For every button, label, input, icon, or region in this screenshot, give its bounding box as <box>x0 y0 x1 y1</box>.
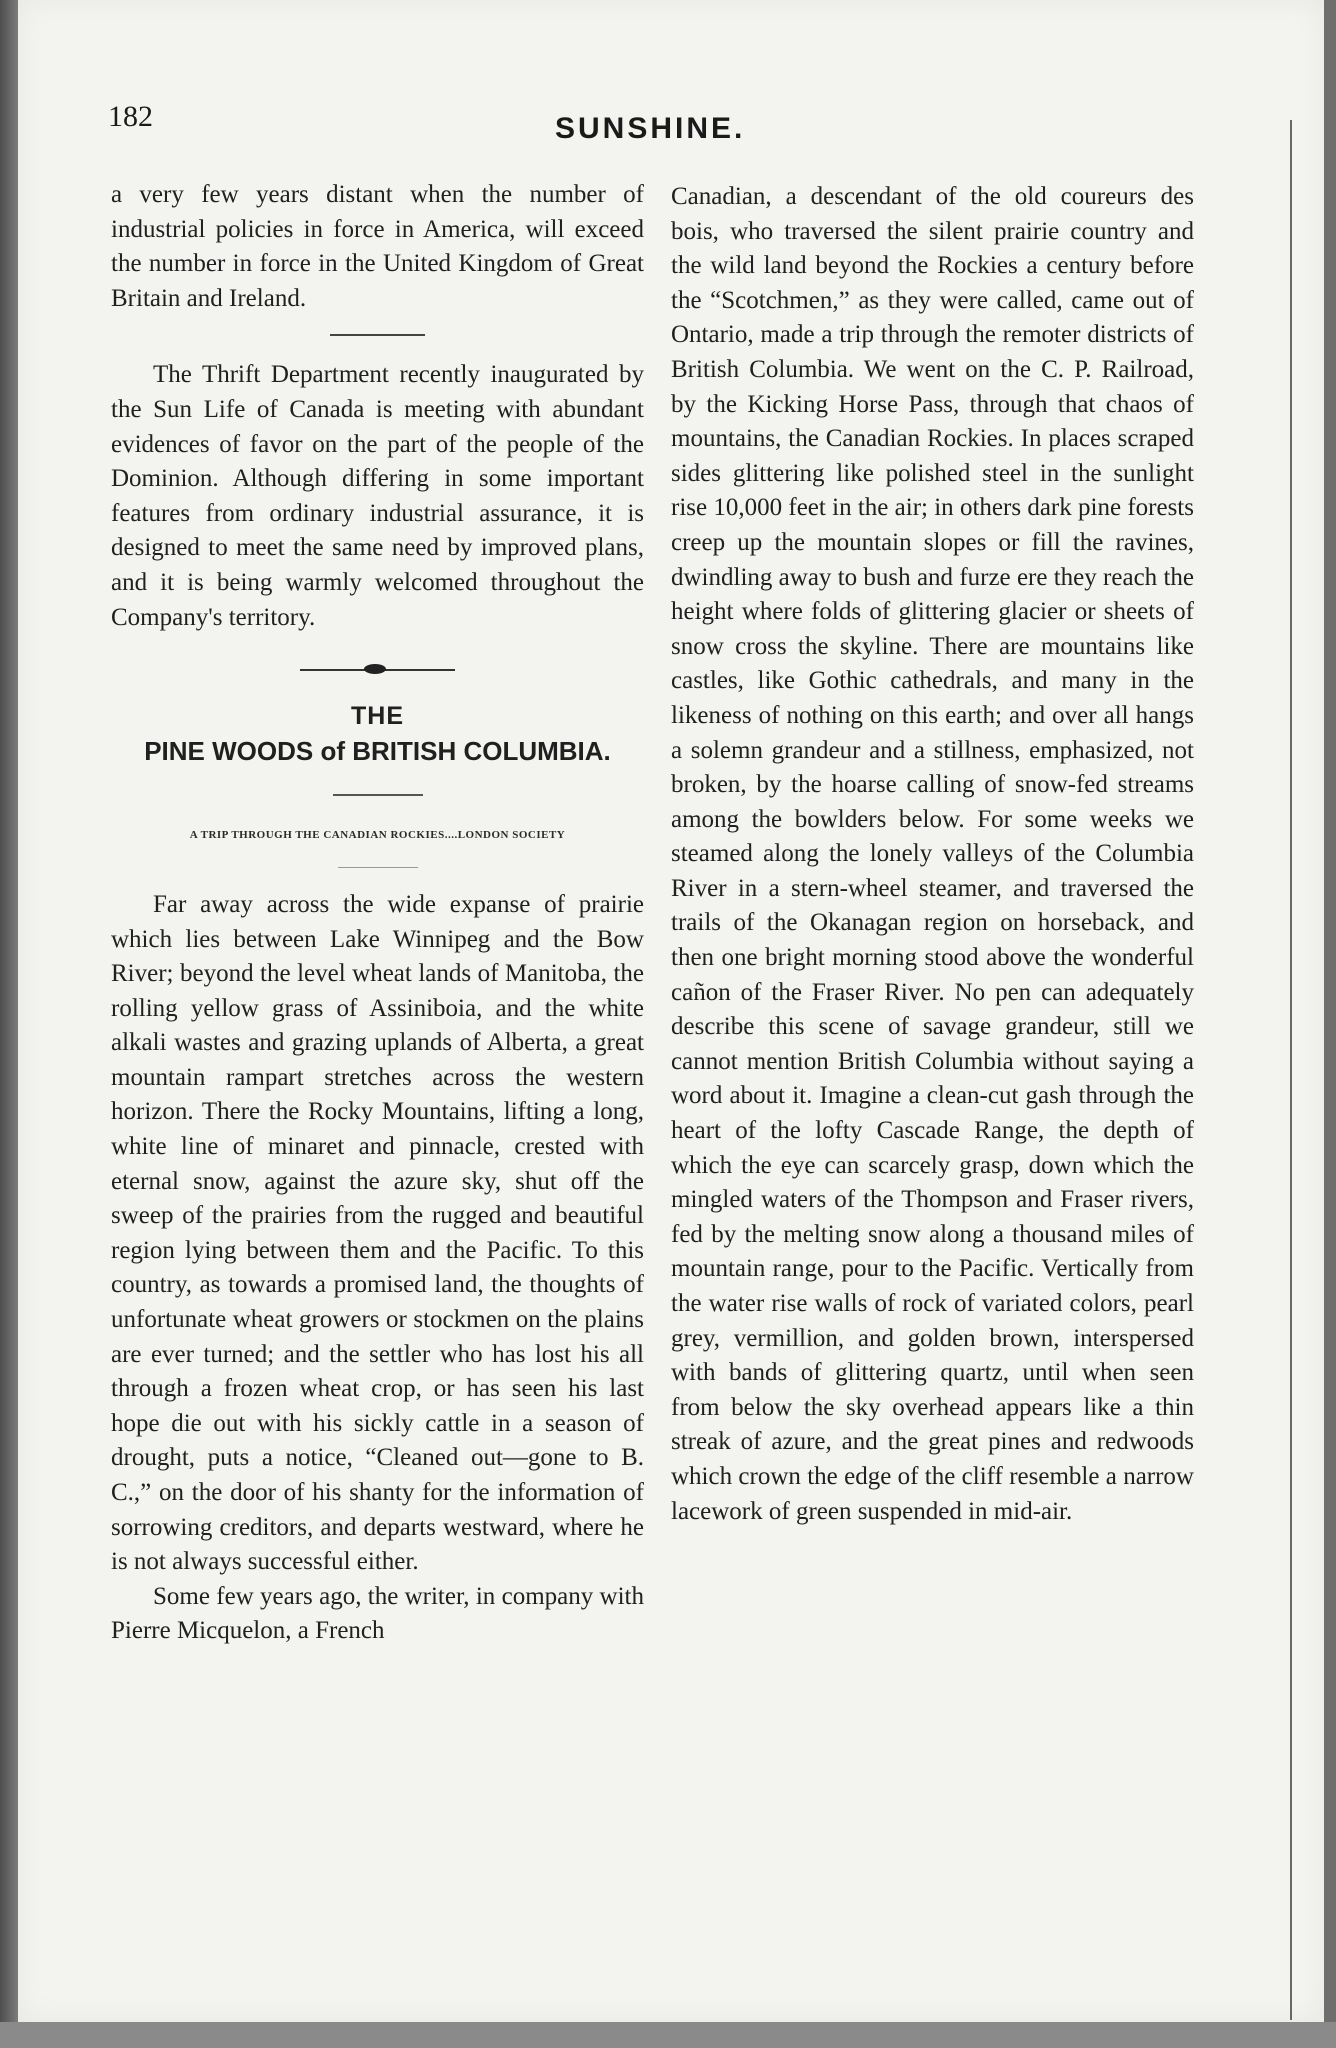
title-divider <box>333 794 423 796</box>
left-paragraph-1: a very few years distant when the number of industrial policies in force in America, will exceed the number in force in the United Kingdom of Great Britain and Ireland. <box>111 181 644 312</box>
left-paragraph-2: The Thrift Department recently inaugurated by the Sun Life of Canada is meeting with abundant evidences of favor on the part of the people of the Dominion. Although differing in some important features from ordinary industrial assurance, it is designed to meet the same need by improved plans, and it is being warmly welcomed throughout the Company's territory. <box>111 361 644 631</box>
article-subhead: A TRIP THROUGH THE CANADIAN ROCKIES....LONDON SOCIETY <box>189 829 566 842</box>
page-number: 182 <box>108 100 153 133</box>
article-kicker: THE <box>351 702 404 731</box>
right-column <box>671 180 1194 1529</box>
scan-edge-bottom <box>0 2022 1336 2048</box>
page-fold-line <box>1290 120 1292 2020</box>
right-paragraph-1: Canadian, a descendant of the old coureurs des bois, who traversed the silent prairie country and the wild land beyond the Rockies a century before the “Scotchmen,” as they were called, came out of Ontario, made a trip through the remoter districts of British Columbia. We went on the C. P. Railroad, by the Kicking Horse Pass, through that chaos of mountains, the Canadian Rockies. In places scraped sides glittering like polished steel in the sunlight rise 10,000 feet in the air; in others dark pine forests creep up the mountain slopes or fill the ravines, dwindling away to bush and furze ere they reach the height where folds of glittering glacier or sheets of snow cross the skyline. There are mountains like castles, like Gothic cathedrals, and many in the likeness of nothing on this earth; and over all hangs a solemn grandeur and a stillness, emphasized, not broken, by the hoarse calling of snow-fed streams among the bowlders below. For some weeks we steamed along the lonely valleys of the Columbia River in a stern-wheel steamer, and traversed the trails of the Okanagan region on horseback, and then one bright morning stood above the wonderful cañon of the Fraser River. No pen can adequately describe this scene of savage grandeur, still we cannot mention British Columbia without saying a word about it. Imagine a clean-cut gash through the heart of the lofty Cascade Range, the depth of which the eye can scarcely grasp, down which the mingled waters of the Thompson and Fraser rivers, fed by the melting snow along a thousand miles of mountain range, pour to the Pacific. Vertically from the water rise walls of rock of variated colors, pearl grey, vermillion, and golden brown, interspersed with bands of glittering quartz, until when seen from below the sky overhead appears like a thin streak of azure, and the great pines and redwoods which crown the edge of the cliff resemble a narrow lacework of green suspended in mid-air. <box>671 183 1194 1525</box>
article-title: PINE WOODS of BRITISH COLUMBIA. <box>144 735 611 766</box>
left-paragraph-4: Some few years ago, the writer, in company with Pierre Micquelon, a French <box>111 1582 644 1645</box>
left-column <box>111 178 644 1649</box>
section-divider <box>330 334 425 336</box>
running-head: SUNSHINE. <box>555 112 746 145</box>
scan-edge-left <box>0 0 18 2048</box>
ornamental-divider <box>300 669 455 671</box>
left-paragraph-3: Far away across the wide expanse of prairie which lies between Lake Winnipeg and the Bow River; beyond the level wheat lands of Manitoba, the rolling yellow grass of Assiniboia, and the white alkali wastes and grazing uplands of Alberta, a great mountain rampart stretches across the western horizon. There the Rocky Mountains, lifting a long, white line of minaret and pinnacle, crested with eternal snow, against the azure sky, shut off the sweep of the prairies from the rugged and beautiful region lying between them and the Pacific. To this country, as towards a promised land, the thoughts of unfortunate wheat growers or stockmen on the plains are ever turned; and the settler who has lost his all through a frozen wheat crop, or has seen his last hope die out with his sickly cattle in a season of drought, puts a notice, “Cleaned out—gone to B. C.,” on the door of his shanty for the information of sorrowing creditors, and departs westward, where he is not always successful either. <box>111 890 644 1576</box>
subhead-divider <box>338 867 418 868</box>
